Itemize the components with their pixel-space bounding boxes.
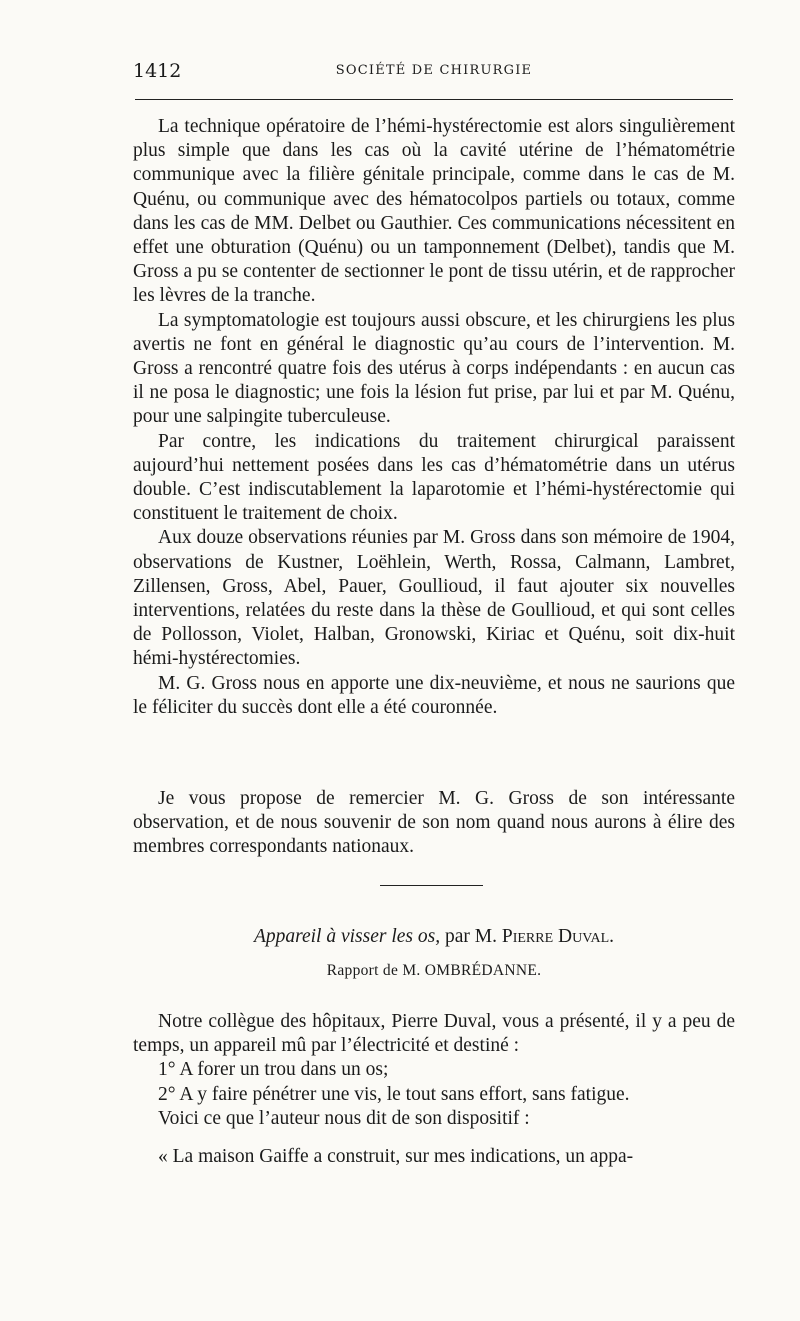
section-title-by: par M.	[440, 926, 502, 947]
report-paragraph-intro: Notre collègue des hôpitaux, Pierre Duval, vous a présenté, il y a peu de temps, un appareil mû par l’électricité et destiné :	[133, 1011, 735, 1057]
report-item-2: 2° A y faire pénétrer une vis, le tout sans effort, sans fatigue.	[158, 1083, 630, 1105]
report-item-1: 1° A forer un trou dans un os;	[158, 1059, 389, 1081]
paragraph-dix-neuvieme: M. G. Gross nous en apporte une dix-neuvième, et nous ne saurions que le féliciter du succès dont elle a été couronnée.	[133, 672, 735, 718]
paragraph-symptomatologie: La symptomatologie est toujours aussi obscure, et les chirurgiens les plus avertis ne font en général le diagnostic qu’au cours de l’intervention. M. Gross a rencontré quatre fois des utérus à corps indépendants : en aucun cas il ne posa le diagnostic; une fois la lésion fut prise, par lui et par M. Quénu, pour une salpingite tuberculeuse.	[133, 309, 735, 428]
section-separator	[380, 885, 483, 886]
report-quote: « La maison Gaiffe a construit, sur mes indications, un appa-	[158, 1146, 634, 1168]
closing-text	[133, 787, 735, 860]
section-subtitle: Rapport de M. OMBRÉDANNE.	[326, 962, 542, 979]
running-head: SOCIÉTÉ DE CHIRURGIE	[335, 63, 533, 78]
paragraph-technique: La technique opératoire de l’hémi-hystérectomie est alors singulièrement plus simple que dans les cas où la cavité utérine de l’hématométrie communique avec la filière génitale principale, comme dans le cas de M. Quénu, ou communique avec des hématocolpos partiels ou totaux, comme dans les cas de MM. Delbet ou Gauthier. Ces communications nécessitent en effet une obturation (Quénu) ou un tamponnement (Delbet), tandis que M. Gross a pu se contenter de sectionner le pont de tissu utérin, et de rapprocher les lèvres de la tranche.	[133, 116, 735, 307]
section-title	[133, 926, 735, 948]
paragraph-closing: Je vous propose de remercier M. G. Gross de son intéressante observation, et de nous souvenir de son nom quand nous aurons à élire des membres correspondants nationaux.	[133, 788, 735, 858]
paragraph-indications: Par contre, les indications du traitement chirurgical paraissent aujourd’hui nettement posées dans les cas d’hématométrie dans un utérus double. C’est indiscutablement la laparotomie et l’hémi-hystérectomie qui constituent le traitement de choix.	[133, 430, 735, 525]
report-paragraph-dispositif: Voici ce que l’auteur nous dit de son dispositif :	[158, 1107, 530, 1129]
page-number: 1412	[133, 60, 182, 82]
section-title-italic: Appareil à visser les os,	[253, 926, 441, 947]
main-text	[133, 115, 735, 720]
header-rule	[135, 99, 733, 100]
paragraph-observations: Aux douze observations réunies par M. Gross dans son mémoire de 1904, observations de Kustner, Loëhlein, Werth, Rossa, Calmann, Lambret, Zillensen, Gross, Abel, Pauer, Goullioud, il faut ajouter six nouvelles interventions, relatées du reste dans la thèse de Goullioud, et qui sont celles de Pollosson, Violet, Halban, Gronowski, Kiriac et Quénu, soit dix-huit hémi-hystérectomies.	[133, 527, 735, 670]
page-header	[133, 60, 735, 84]
section-title-author: Pierre Duval.	[501, 926, 615, 947]
report-text	[133, 1010, 735, 1169]
